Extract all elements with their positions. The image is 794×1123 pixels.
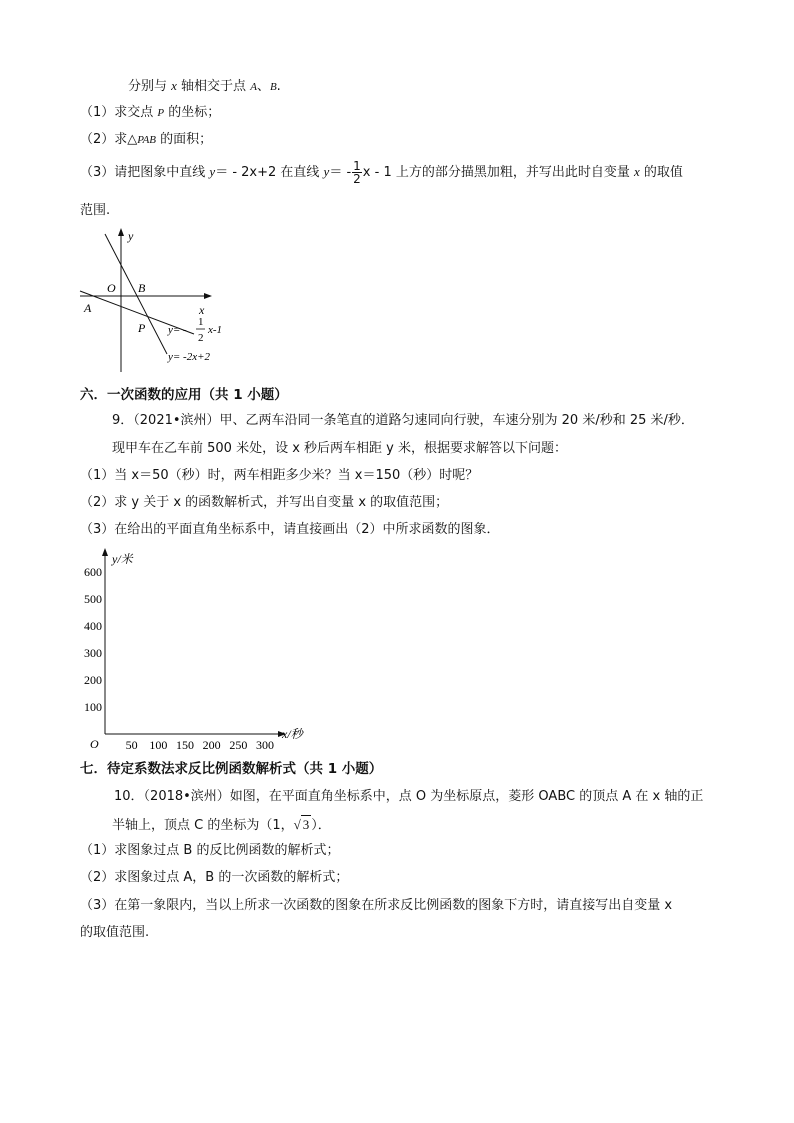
q8-graph-line2-label: y= -2x+2: [168, 351, 211, 363]
q8-part3-eq2-lhs: ＝ -: [329, 165, 352, 180]
q9-line1: 9．（2021•滨州）甲、乙两车沿同一条笔直的道路匀速同向行驶，车速分别为 20 米/秒和 25 米/秒．: [112, 413, 694, 428]
q8-part1-prefix: （1）求交点: [80, 105, 158, 120]
q8-part3-suffix2: 的取值: [639, 165, 683, 180]
q10-part2: （2）求图象过点 A，B 的一次函数的解析式；: [80, 870, 349, 885]
q8-graph-y-label: y: [128, 229, 134, 243]
q8-intro-sep: 、: [256, 79, 270, 94]
section7-heading: 七．待定系数法求反比例函数解析式（共 1 小题）: [80, 761, 383, 777]
q8-intro: [128, 77, 281, 96]
q10-line1: 10．（2018•滨州）如图，在平面直角坐标系中，点 O 为坐标原点，菱形 OABC 的顶点 A 在 x 轴的正: [114, 789, 704, 804]
q8-part3-prefix: （3）请把图象中直线: [80, 165, 210, 180]
q8-graph-x-label: x: [199, 303, 205, 317]
q9-y-tick-label: 500: [84, 592, 102, 606]
q9-x-tick-label: 100: [149, 738, 168, 752]
q8-part3: [80, 158, 683, 187]
q8-graph-line1-suffix: x-1: [208, 324, 223, 336]
q8-part3-fraction-den: 2: [353, 172, 361, 186]
q8-graph-O-label: O: [107, 281, 116, 295]
q8-graph-P-label: P: [138, 321, 146, 335]
q9-y-tick-label: 200: [84, 673, 102, 687]
q8-graph-line1-prefix: y= -: [168, 324, 187, 336]
q8-graph-line1-num: 1: [198, 316, 204, 328]
q10-sqrt-value: 3: [302, 817, 310, 832]
section6-heading: 六．一次函数的应用（共 1 小题）: [80, 387, 288, 403]
q9-y-tick-label: 300: [84, 646, 102, 660]
q8-intro-B: B: [269, 81, 277, 93]
q8-part2: [80, 131, 212, 149]
q10-part3: （3）在第一象限内，当以上所求一次函数的图象在所求反比例函数的图象下方时，请直接写出自变量 x: [80, 898, 673, 913]
q8-intro-A: A: [250, 81, 257, 93]
q9-y-tick-label: 100: [84, 700, 102, 714]
q8-part2-prefix: （2）求△: [80, 132, 138, 147]
q8-intro-text2: 轴相交于点: [176, 79, 251, 94]
q8-part2-PAB: PAB: [137, 134, 157, 146]
q9-line2: 现甲车在乙车前 500 米处，设 x 秒后两车相距 y 米，根据要求解答以下问题：: [112, 441, 567, 456]
q8-graph: [78, 226, 258, 374]
q10-line2-suffix: ）．: [311, 818, 331, 833]
q8-intro-text: 分别与: [128, 79, 172, 94]
q8-part3-eq1-y: y: [209, 164, 216, 179]
q9-coordinate-chart: [70, 548, 320, 753]
q10-line2: [112, 815, 331, 835]
q8-part3-x: x: [633, 164, 640, 179]
q8-part3-eq1-rhs: ＝ - 2x+2: [215, 165, 277, 180]
q8-part2-suffix: 的面积；: [156, 132, 213, 147]
q9-y-tick-label: 400: [84, 619, 102, 633]
q9-part3: （3）在给出的平面直角坐标系中，请直接画出（2）中所求函数的图象．: [80, 522, 500, 537]
q8-y-axis-arrow: [118, 228, 124, 236]
q9-part1: （1）当 x＝50（秒）时，两车相距多少米？当 x＝150（秒）时呢？: [80, 468, 479, 483]
q8-part3-fraction: [352, 160, 362, 185]
q8-part3-fraction-num: 1: [353, 159, 361, 173]
q8-intro-end: .: [276, 79, 281, 94]
q10-part1: （1）求图象过点 B 的反比例函数的解析式；: [80, 843, 340, 858]
q8-part1-P: P: [157, 107, 165, 119]
q8-part3-mid: 在直线: [276, 165, 324, 180]
q9-part2: （2）求 y 关于 x 的函数解析式，并写出自变量 x 的取值范围；: [80, 495, 449, 510]
q10-part3-continuation: 的取值范围.: [80, 925, 150, 940]
q8-part3-continuation: 范围.: [80, 203, 111, 218]
q8-part3-eq2-rhs: x - 1: [362, 165, 392, 180]
q9-y-axis-arrow: [102, 548, 108, 556]
q9-y-tick-label: 600: [84, 565, 102, 579]
q10-sqrt-sign: √: [293, 817, 301, 832]
q8-graph-B-label: B: [138, 281, 146, 295]
q8-part3-suffix: 上方的部分描黑加粗，并写出此时自变量: [391, 165, 634, 180]
q10-line2-prefix: 半轴上，顶点 C 的坐标为（1，: [112, 818, 294, 833]
q8-part1: [80, 104, 220, 122]
q9-x-tick-label: 150: [176, 738, 194, 752]
q9-chart-origin: O: [90, 737, 99, 751]
q9-chart-xlabel: x/秒: [282, 727, 303, 741]
q9-x-tick-label: 50: [125, 738, 138, 752]
q8-part3-eq2-y: y: [323, 164, 330, 179]
q8-x-axis-arrow: [204, 293, 212, 299]
q8-graph-line1-den: 2: [198, 332, 204, 344]
q9-x-tick-label: 200: [202, 738, 221, 752]
q8-graph-A-label: A: [84, 301, 92, 315]
q9-x-tick-label: 300: [256, 738, 274, 752]
q9-x-tick-label: 250: [229, 738, 248, 752]
q8-part1-suffix: 的坐标；: [164, 105, 221, 120]
q9-chart-ylabel: y/米: [112, 552, 133, 566]
q9-tick-labels: [84, 565, 274, 752]
q8-intro-x: x: [171, 78, 177, 93]
